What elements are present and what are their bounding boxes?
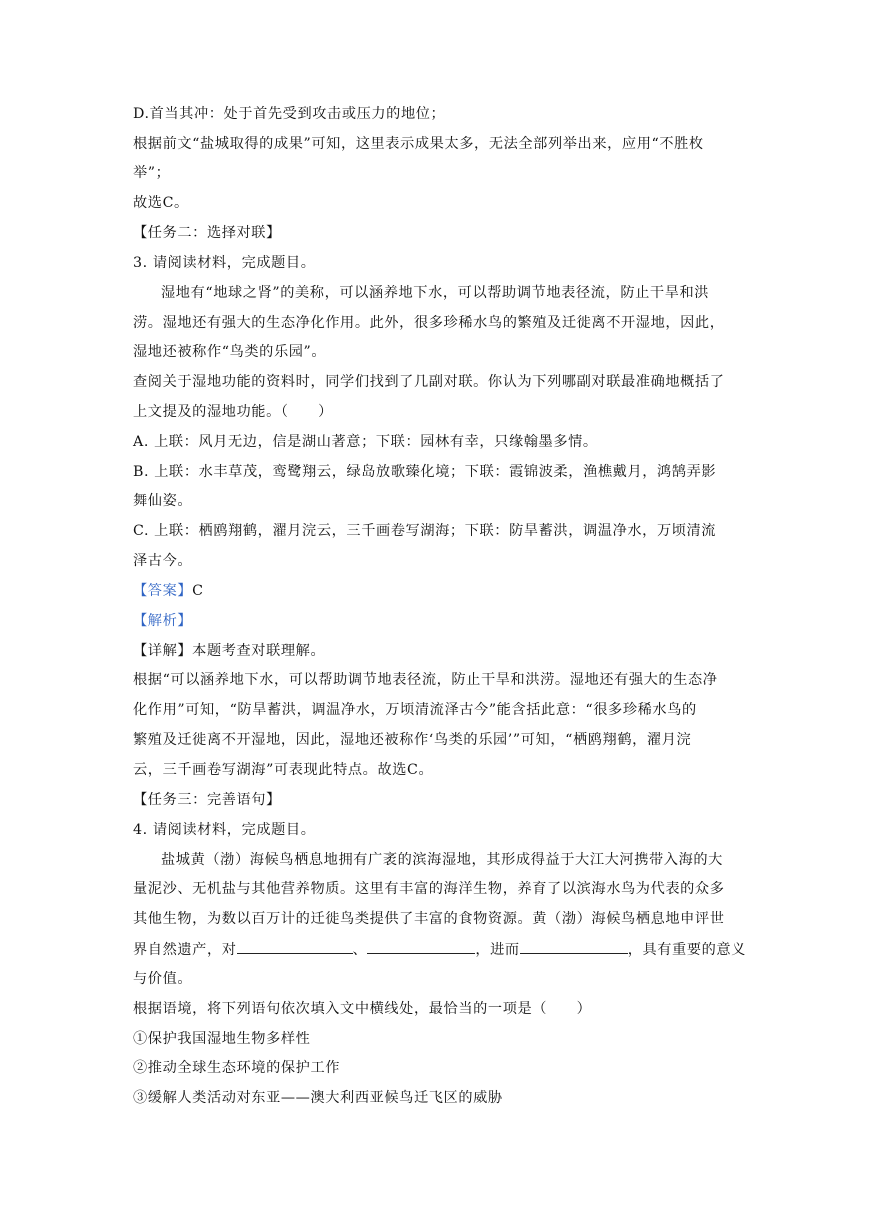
material-paragraph-2: 与价值。 (133, 971, 193, 987)
material-paragraph: 湿地还被称作“鸟类的乐园”。 (133, 344, 327, 360)
option-a: A. 上联：风月无边，信是湖山著意；下联：园林有幸，只缘翰墨多情。 (133, 434, 598, 450)
candidate-sentence-2: ②推动全球生态环境的保护工作 (133, 1060, 341, 1076)
section-heading-task2: 【任务二：选择对联】 (133, 225, 281, 241)
analysis-text: 根据前文“盐城取得的成果”可知，这里表示成果太多，无法全部列举出来，应用“不胜枚 (133, 136, 704, 152)
blank-text-part: 、 (352, 942, 368, 958)
analysis-text: 举”； (133, 165, 171, 181)
detail-text: 云，三千画卷写湖海”可表现此特点。故选C。 (133, 762, 434, 778)
candidate-sentence-1: ①保护我国湿地生物多样性 (133, 1031, 311, 1047)
answer-label: 【答案】 (133, 583, 193, 599)
material-paragraph-2: 盐城黄（渤）海候鸟栖息地拥有广袤的滨海湿地，其形成得益于大江大河携带入海的大 (161, 852, 723, 868)
question-stem: 查阅关于湿地功能的资料时，同学们找到了几副对联。你认为下列哪副对联最准确地概括了 (133, 374, 725, 390)
material-paragraph-2: 其他生物，为数以百万计的迁徙鸟类提供了丰富的食物资源。黄（渤）海候鸟栖息地申评世 (133, 911, 725, 927)
question-4-title: 4. 请阅读材料，完成题目。 (133, 822, 316, 838)
fill-blank-1 (237, 939, 353, 954)
material-paragraph: 涝。湿地还有强大的生态净化作用。此外，很多珍稀水鸟的繁殖及迁徙离不开湿地，因此， (133, 315, 725, 331)
fill-blank-line (133, 939, 746, 960)
detail-text: 繁殖及迁徙离不开湿地，因此，湿地还被称作‘鸟类的乐园’”可知，“栖鸥翔鹤，濯月浣 (133, 732, 692, 748)
detail-heading: 【详解】本题考查对联理解。 (133, 643, 326, 659)
material-paragraph-2: 量泥沙、无机盐与其他营养物质。这里有丰富的海洋生物，养育了以滨海水鸟为代表的众多 (133, 881, 725, 897)
section-heading-task3: 【任务三：完善语句】 (133, 792, 281, 808)
material-paragraph: 湿地有“地球之肾”的美称，可以涵养地下水，可以帮助调节地表径流，防止干旱和洪 (161, 285, 710, 301)
option-d-explanation: D.首当其冲：处于首先受到攻击或压力的地位； (133, 106, 446, 122)
conclusion-text: 故选C。 (133, 195, 189, 211)
fill-blank-2 (367, 939, 475, 954)
option-c: 泽古今。 (133, 553, 193, 569)
answer-line (133, 581, 743, 601)
blank-text-part: ，具有重要的意义 (627, 942, 746, 958)
question-3-title: 3. 请阅读材料，完成题目。 (133, 255, 316, 271)
option-b: B. 上联：水丰草茂，鸾鹭翔云，绿岛放歌臻化境；下联：霞锦波柔，渔樵戴月，鸿鹄弄影 (133, 464, 717, 480)
answer-value: C (192, 583, 204, 599)
blank-text-part: 界自然遗产，对 (133, 942, 237, 958)
blank-text-part: ，进而 (475, 942, 520, 958)
candidate-sentence-3: ③缓解人类活动对东亚——澳大利西亚候鸟迁飞区的威胁 (133, 1090, 503, 1106)
fill-blank-3 (520, 939, 628, 954)
detail-text: 根据“可以涵养地下水，可以帮助调节地表径流，防止干旱和洪涝。湿地还有强大的生态净 (133, 672, 718, 688)
question-stem: 上文提及的湿地功能。（ ） (133, 404, 333, 420)
analysis-label: 【解析】 (133, 613, 193, 629)
option-c: C. 上联：栖鸥翔鹤，濯月浣云，三千画卷写湖海；下联：防旱蓄洪，调温净水，万顷清流 (133, 523, 717, 539)
detail-text: 化作用”可知，“防旱蓄洪，调温净水，万顷清流泽古今”能含括此意：“很多珍稀水鸟的 (133, 702, 697, 718)
option-b: 舞仙姿。 (133, 493, 193, 509)
question-stem: 根据语境，将下列语句依次填入文中横线处，最恰当的一项是（ ） (133, 1001, 592, 1017)
